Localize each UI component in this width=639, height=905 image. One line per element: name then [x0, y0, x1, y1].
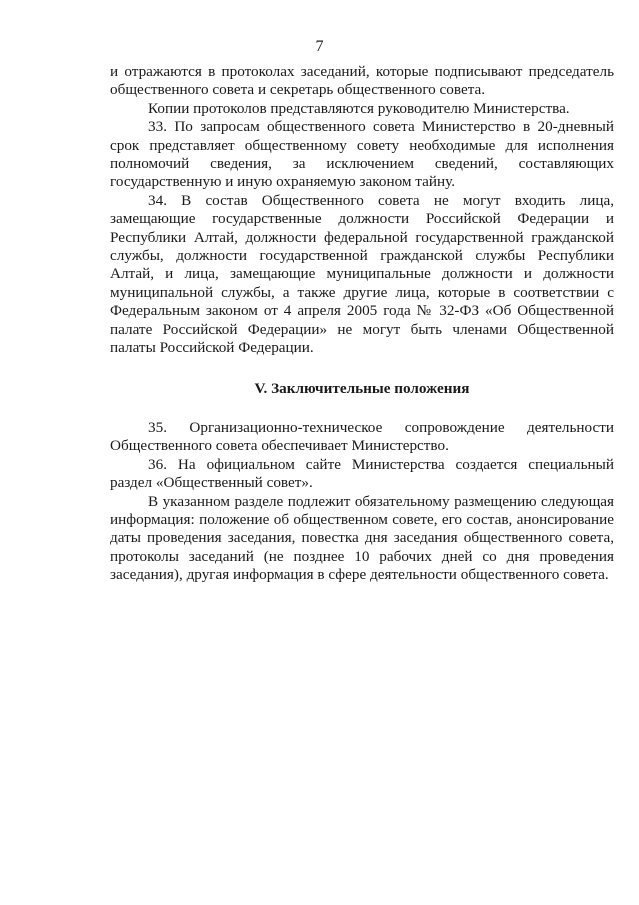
paragraph-continuation: и отражаются в протоколах заседаний, которые подписывают председатель общественного совета и секретарь общественного совета. — [110, 63, 614, 99]
page-number: 7 — [315, 38, 324, 55]
section-heading: V. Заключительные положения — [254, 379, 470, 397]
paragraph-item-33: 33. По запросам общественного совета Министерство в 20-дневный срок представляет общественному совету необходимые для исполнения полномочий сведения, за исключением сведений, составляющих государственную и иную охраняемую законом тайну. — [110, 118, 614, 191]
document-body — [110, 63, 614, 585]
paragraph-website-section: В указанном разделе подлежит обязательному размещению следующая информация: положение об общественном совете, его состав, анонсирование даты проведения заседания, повестка дня заседания общественного совета, протоколы заседаний (не позднее 10 рабочих дней со дня проведения заседания), другая информация в сфере деятельности общественного совета. — [110, 492, 614, 584]
paragraph-item-36: 36. На официальном сайте Министерства создается специальный раздел «Общественный совет». — [110, 455, 614, 492]
paragraph-protocol-copies: Копии протоколов представляются руководителю Министерства. — [148, 99, 570, 117]
paragraph-item-34: 34. В состав Общественного совета не могут входить лица, замещающие государственные должности Российской Федерации и Республики Алтай, должности федеральной государственной гражданской службы, должности государственной гражданской службы Республики Алтай, и лица, замещающие муниципальные должности и должности муниципальной службы, а также другие лица, которые в соответствии с Федеральным законом от 4 апреля 2005 года № 32-ФЗ «Об Общественной палате Российской Федерации» не могут быть членами Общественной палаты Российской Федерации. — [110, 191, 614, 357]
paragraph-item-35: 35. Организационно-техническое сопровождение деятельности Общественного совета обеспечивает Министерство. — [110, 418, 614, 455]
